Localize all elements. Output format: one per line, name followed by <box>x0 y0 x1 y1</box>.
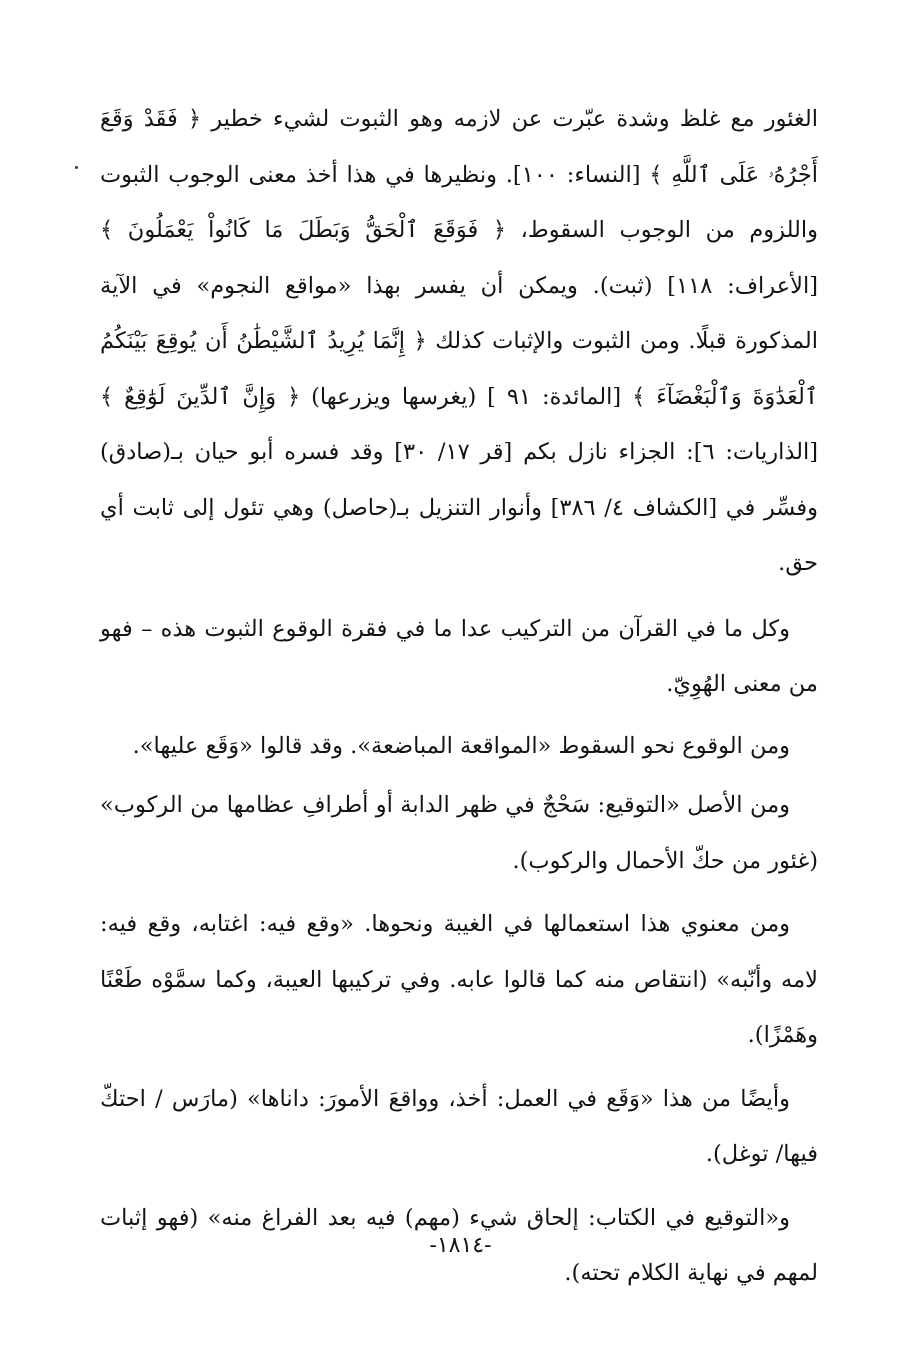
page-body <box>100 92 818 1302</box>
paragraph-falling-sense: ومن الوقوع نحو السقوط «المواقعة المباضعة». وقد قالوا «وَقَع عليها». <box>132 732 790 759</box>
paragraph-quran-meaning: وكل ما في القرآن من التركيب عدا ما في فقرة الوقوع الثبوت هذه – فهو من معنى الهُوِيّ. <box>100 615 818 697</box>
stray-ink-mark <box>75 166 78 169</box>
page-number: -١٨١٤- <box>429 1233 492 1258</box>
paragraph-backbiting-sense: ومن معنوي هذا استعمالها في الغيبة ونحوها. «وقع فيه: اغتابه، وقع فيه: لامه وأنّبه» (انتقاص منه كما قالوا عابه. وفي تركيبها العيبة، وكما سمَّوْه طَعْنًا وهَمْزًا). <box>100 911 818 1048</box>
paragraph-engagement-sense: وأيضًا من هذا «وَقَع في العمل: أخذ، وواقعَ الأمورَ: داناها» (مارَس / احتكّ فيها/ توغل). <box>100 1085 818 1167</box>
paragraph-original-sense: ومن الأصل «التوقيع: سَحْجٌ في ظهر الدابة أو أطرافِ عظامها من الركوب» (غئور من حكّ الأحمال والركوب). <box>100 792 818 874</box>
paragraph-signature-sense: و«التوقيع في الكتاب: إلحاق شيء (مهم) فيه بعد الفراغ منه» (فهو إثبات لمهم في نهاية الكلام تحته). <box>100 1204 818 1286</box>
paragraph-continuation: الغئور مع غلظ وشدة عبّرت عن لازمه وهو الثبوت لشيء خطير ﴿ فَقَدْ وَقَعَ أَجْرُهُۥ عَلَى ٱللَّهِ ﴾ [النساء: ١٠٠]. ونظيرها في هذا أخذ معنى الوجوب الثبوت واللزوم من الوجوب السقوط، ﴿ فَوَقَعَ ٱلْحَقُّ وَبَطَلَ مَا كَانُواْ يَعْمَلُونَ ﴾ [الأعراف: ١١٨] (ثبت). ويمكن أن يفسر بهذا «مواقع النجوم» في الآية المذكورة قبلًا. ومن الثبوت والإثبات كذلك ﴿ إِنَّمَا يُرِيدُ ٱلشَّيْطَٰنُ أَن يُوقِعَ بَيْنَكُمُ ٱلْعَدَٰوَةَ وَٱلْبَغْضَآءَ ﴾ [المائدة: ٩١ ] (يغرسها ويزرعها) ﴿ وَإِنَّ ٱلدِّينَ لَوَٰقِعٌ ﴾ [الذاريات: ٦]: الجزاء نازل بكم [قر ١٧/ ٣٠] وقد فسره أبو حيان بـ(صادق) وفسِّر في [الكشاف ٤/ ٣٨٦] وأنوار التنزيل بـ(حاصل) وهي تئول إلى ثابت أي حق. <box>100 106 819 576</box>
